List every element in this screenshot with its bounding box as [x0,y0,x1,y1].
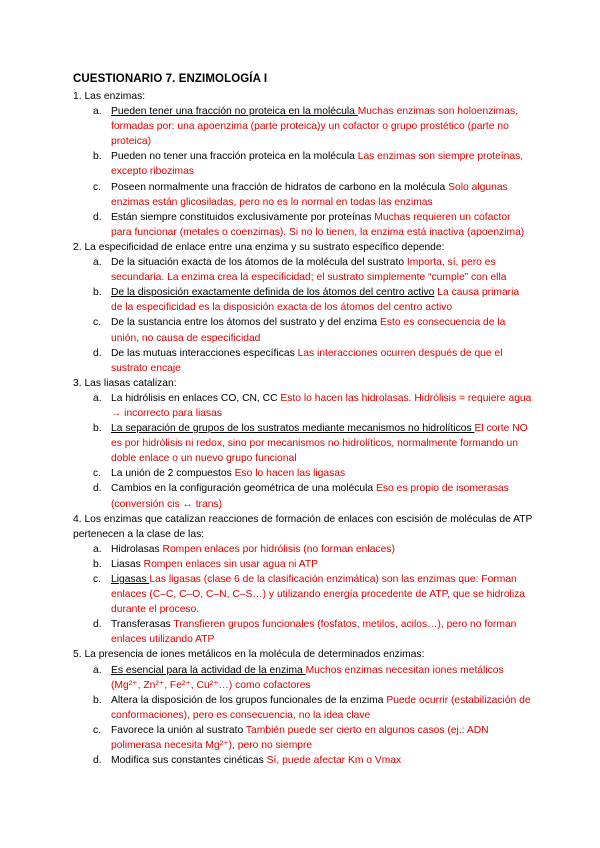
question-block [73,647,533,768]
question-block [73,512,533,648]
option-letter: c. [93,724,102,736]
option-item [73,693,533,723]
option-item [73,391,533,421]
option-letter: b. [93,558,102,570]
option-text: Pueden no tener una fracción proteica en la molécula [111,151,358,163]
answer-comment: También puede ser cierto en algunos casos (ej.: ADN polimerasa necesita Mg²⁺), pero no siempre [111,724,489,752]
option-letter: c. [93,317,102,329]
option-text: La unión de 2 compuestos [111,468,235,480]
option-text: Favorece la unión al sustrato [111,724,246,736]
option-letter: b. [93,423,102,435]
answer-comment: Esto es consecuencia de la unión, no causa de especificidad [111,317,506,344]
answer-comment: Importa, sí, pero es secundaria. La enzima crea la especificidad; el sustrato simplemente “cumple” con ella [111,257,507,284]
option-item [73,210,533,240]
option-letter: b. [93,694,102,706]
option-text: Poseen normalmente una fracción de hidratos de carbono en la molécula [111,181,449,193]
option-letter: a. [93,257,102,269]
option-item [73,346,533,376]
option-item [73,617,533,647]
answer-comment: Sí, puede afectar Km o Vmax [266,755,402,767]
option-text: La hidrólisis en enlaces CO, CN, CC [111,392,281,404]
answer-comment: El corte NO es por hidrólisis ni redox, sino por mecanismos no hidrolíticos, normalmente formando un doble enlace o un nuevo grupo funcional [111,423,528,465]
answer-comment: Solo algunas enzimas están glicosiladas, pero no es lo normal en todas las enzimas [111,181,508,208]
question-text: 2. La especificidad de enlace entre una enzima y su sustrato específico depende: [73,241,445,253]
answer-comment: Muchas enzimas son holoenzimas, formadas por: una apoenzima (parte proteica)y un cofactor o grupo prostético (parte no proteica) [111,106,518,148]
questionnaire [73,89,533,768]
option-text: De la situación exacta de los átomos de la molécula del sustrato [111,257,407,269]
option-text: De la sustancia entre los átomos del sustrato y del enzima [111,317,380,329]
option-item [73,285,533,315]
option-item [73,421,533,466]
correct-option-text: La separación de grupos de los sustratos mediante mecanismos no hidrolíticos [111,423,475,435]
option-item [73,255,533,285]
answer-comment: Transfieren grupos funcionales (fosfatos, metilos, acilos…), pero no forman enlaces utilizando ATP [111,619,517,646]
question-block [73,89,533,240]
option-item [73,753,533,768]
option-letter: c. [93,574,102,585]
option-letter: d. [93,619,102,631]
option-item [73,572,533,617]
option-text: Modifica sus constantes cinéticas [111,755,267,767]
option-letter: d. [93,211,102,223]
answer-comment: Las enzimas son siempre proteínas, excepto ribozimas [111,151,524,178]
option-letter: c. [93,181,102,193]
answer-comment: Eso es propio de isomerasas (conversión cis ↔ trans) [111,483,509,510]
answer-comment: Rompen enlaces sin usar agua ni ATP [143,558,319,570]
option-item [73,466,533,481]
option-item [73,149,533,179]
option-item [73,542,533,557]
correct-option-text: Pueden tener una fracción no proteica en la molécula [111,106,358,118]
answer-comment: Puede ocurrir (estabilización de conformaciones), pero es consecuencia, no la idea clave [111,694,531,721]
option-letter: a. [93,106,102,118]
question-text: 4. Los enzimas que catalizan reacciones de formación de enlaces con escisión de moléculas de ATP pertenecen a la clase de las: [73,513,533,540]
option-letter: a. [93,543,102,555]
option-text: De las mutuas interacciones específicas [111,347,298,359]
question-block [73,240,533,376]
option-letter: d. [93,483,102,495]
option-letter: b. [93,287,102,299]
option-letter: d. [93,755,102,767]
option-letter: b. [93,151,102,163]
answer-comment: Muchas requieren un cofactor para funcionar (metales o coenzimas). Si no lo tienen, la enzima está inactiva (apoenzima) [111,211,525,238]
option-text: Transferasas [111,619,174,631]
answer-comment: Eso lo hacen las ligasas [234,468,346,480]
option-item [73,104,533,149]
answer-comment: Las ligasas (clase 6 de la clasificación enzimática) son las enzimas que: Forman enlaces (C–C, C–O, C–N, C–S…) y utilizando energía procedente de ATP, que se hidroliza durante el proceso. [111,574,526,616]
question-text: 1. Las enzimas: [73,91,146,102]
page-title: CUESTIONARIO 7. ENZIMOLOGÍA I [73,73,268,85]
answer-comment: Rompen enlaces por hidrólisis (no forman enlaces) [162,543,395,555]
question-block [73,376,533,512]
option-text: Hidrolasas [111,543,163,555]
option-text: Cambios en la configuración geométrica de una molécula [111,483,377,495]
answer-comment: Muchos enzimas necesitan iones metálicos (Mg²⁺, Zn²⁺, Fe²⁺, Cu²⁺…) como cofactores [111,664,504,691]
answer-comment: Las interacciones ocurren después de que el sustrato encaje [111,347,503,374]
option-letter: d. [93,347,102,359]
correct-option-text: De la disposición exactamente definida de los átomos del centro activo [111,287,435,299]
option-text: Liasas [111,558,144,570]
question-text: 5. La presencia de iones metálicos en la molécula de determinados enzimas: [73,649,425,661]
option-item [73,723,533,753]
option-letter: a. [93,392,102,404]
question-text: 3. Las liasas catalizan: [73,377,177,389]
option-item [73,180,533,210]
correct-option-text: Ligasas [111,574,150,585]
option-item [73,557,533,572]
option-text: Están siempre constituidos exclusivamente por proteínas [111,211,375,223]
option-text: Altera la disposición de los grupos funcionales de la enzima [111,694,387,706]
option-letter: a. [93,664,102,676]
answer-comment: La causa primaria de la especificidad es la disposición exacta de los átomos del centro activo [111,287,520,314]
answer-comment: Esto lo hacen las hidrolasas. Hidrólisis = requiere agua → incorrecto para liasas [111,392,532,419]
correct-option-text: Es esencial para la actividad de la enzima [111,664,306,676]
option-letter: c. [93,468,102,480]
option-item [73,315,533,345]
option-item [73,481,533,511]
option-item [73,663,533,693]
